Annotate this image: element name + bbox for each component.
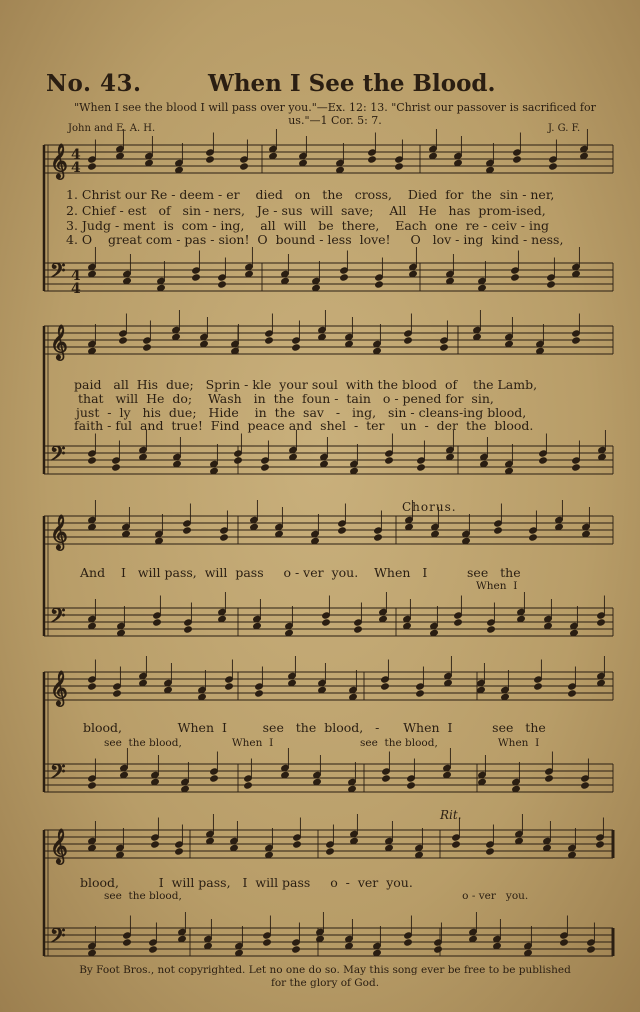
verse-4-line-1: 4. O great com - pas - sion! O bound - less love! O lov - ing kind - ness, <box>66 232 564 247</box>
note-head <box>395 163 404 170</box>
note-head <box>596 841 605 848</box>
note-head <box>529 534 538 541</box>
note-head <box>244 782 253 789</box>
note-head <box>220 534 229 541</box>
note-head <box>513 156 522 163</box>
note-head <box>293 841 302 848</box>
time-signature-top-low: 4 <box>71 160 81 176</box>
hymn-number: No. 43. <box>46 70 142 97</box>
ritardando-mark: Rit. <box>440 808 462 822</box>
note-head <box>404 939 413 946</box>
note-head <box>206 156 215 163</box>
note-head <box>255 690 264 697</box>
time-signature-top: 4 <box>71 147 81 163</box>
note-head <box>354 626 363 633</box>
note-head <box>404 337 413 344</box>
chorus-line-3-bass: see the blood, o - ver you. <box>104 890 529 902</box>
note-head <box>88 163 97 170</box>
bass-clef: 𝄢 <box>50 442 66 470</box>
note-head <box>234 457 243 464</box>
note-head <box>183 527 192 534</box>
chorus-line-2: blood, When I see the blood, - When I see the <box>83 720 546 735</box>
note-head <box>572 337 581 344</box>
note-head <box>340 274 349 281</box>
note-head <box>385 457 394 464</box>
music-credit: J. G. F. <box>548 123 581 134</box>
note-head <box>381 683 390 690</box>
note-head <box>143 344 152 351</box>
note-head <box>151 841 160 848</box>
note-head <box>375 281 384 288</box>
note-head <box>123 939 132 946</box>
treble-clef: 𝄞 <box>50 144 68 179</box>
note-head <box>119 337 128 344</box>
note-head <box>265 337 274 344</box>
note-head <box>568 690 577 697</box>
time-signature-bottom: 4 <box>71 268 81 284</box>
bass-clef: 𝄢 <box>50 760 66 788</box>
note-head <box>292 344 301 351</box>
verse-1-line-1: 1. Christ our Re - deem - er died on the cross, Died for the sin - ner, <box>66 187 555 202</box>
note-head <box>560 939 569 946</box>
verse-1-line-2: paid all His due; Sprin - kle your soul with the blood of the Lamb, <box>74 377 538 392</box>
note-head <box>261 464 270 471</box>
note-head <box>494 527 503 534</box>
treble-clef: 𝄞 <box>50 515 68 550</box>
time-signature-bottom-low: 4 <box>71 281 81 297</box>
bass-clef: 𝄢 <box>50 259 66 287</box>
note-head <box>597 619 606 626</box>
note-head <box>322 619 331 626</box>
note-head <box>88 683 97 690</box>
scripture-epigraph: "When I see the blood I will pass over you."—Ex. 12: 13. "Christ our passover is sacrificed for us."—1 Cor. 5: 7. <box>74 101 596 127</box>
note-head <box>511 274 520 281</box>
copyright-footer: By Foot Bros., not copyrighted. Let no one do so. May this song ever be free to be published for the glory of God. <box>79 964 571 989</box>
note-head <box>88 782 97 789</box>
note-head <box>225 683 234 690</box>
chorus-line-1: And I will pass, will pass o - ver you. When I see the <box>80 565 521 580</box>
note-head <box>292 946 301 953</box>
note-head <box>382 775 391 782</box>
note-head <box>539 457 548 464</box>
note-head <box>486 848 495 855</box>
note-head <box>452 841 461 848</box>
note-head <box>547 281 556 288</box>
treble-clef: 𝄞 <box>50 829 68 864</box>
words-credit: John and E. A. H. <box>68 123 156 134</box>
bass-clef: 𝄢 <box>50 604 66 632</box>
verse-2-line-1: 2. Chief - est of sin - ners, Je - sus will save; All He has prom-ised, <box>66 203 546 218</box>
note-head <box>240 163 249 170</box>
bass-clef: 𝄢 <box>50 924 66 952</box>
note-head <box>368 156 377 163</box>
chorus-line-2-bass: see the blood, When I see the blood, When I <box>104 737 540 749</box>
chorus-line-1-bass: When I <box>476 580 518 592</box>
note-head <box>149 946 158 953</box>
note-head <box>407 782 416 789</box>
note-head <box>549 163 558 170</box>
note-head <box>326 848 335 855</box>
note-head <box>184 626 193 633</box>
note-head <box>416 690 425 697</box>
note-head <box>487 626 496 633</box>
note-head <box>192 274 201 281</box>
note-head <box>572 464 581 471</box>
note-head <box>210 775 219 782</box>
verse-4-line-2: faith - ful and true! Find peace and shel - ter un - der the blood. <box>74 418 534 433</box>
verse-2-line-2: that will He do; Wash in the foun - tain o - pened for sin, <box>78 391 494 406</box>
chorus-line-3: blood, I will pass, I will pass o - ver you. <box>80 875 413 890</box>
note-head <box>263 939 272 946</box>
note-head <box>581 782 590 789</box>
treble-clef: 𝄞 <box>50 325 68 360</box>
note-head <box>218 281 227 288</box>
chorus-label: Chorus. <box>402 500 457 514</box>
verse-3-line-2: just - ly his due; Hide in the sav - ing, sin - cleans-ing blood, <box>76 405 527 420</box>
note-head <box>113 690 122 697</box>
note-head <box>534 683 543 690</box>
note-head <box>374 534 383 541</box>
note-head <box>454 619 463 626</box>
hymn-title: When I See the Blood. <box>208 70 496 97</box>
note-head <box>545 775 554 782</box>
note-head <box>338 527 347 534</box>
note-head <box>587 946 596 953</box>
note-head <box>88 457 97 464</box>
note-head <box>153 619 162 626</box>
treble-clef: 𝄞 <box>50 671 68 706</box>
note-head <box>417 464 426 471</box>
note-head <box>175 848 184 855</box>
verse-3-line-1: 3. Judg - ment is com - ing, all will be there, Each one re - ceiv - ing <box>66 218 550 233</box>
note-head <box>440 344 449 351</box>
note-head <box>434 946 443 953</box>
note-head <box>112 464 121 471</box>
